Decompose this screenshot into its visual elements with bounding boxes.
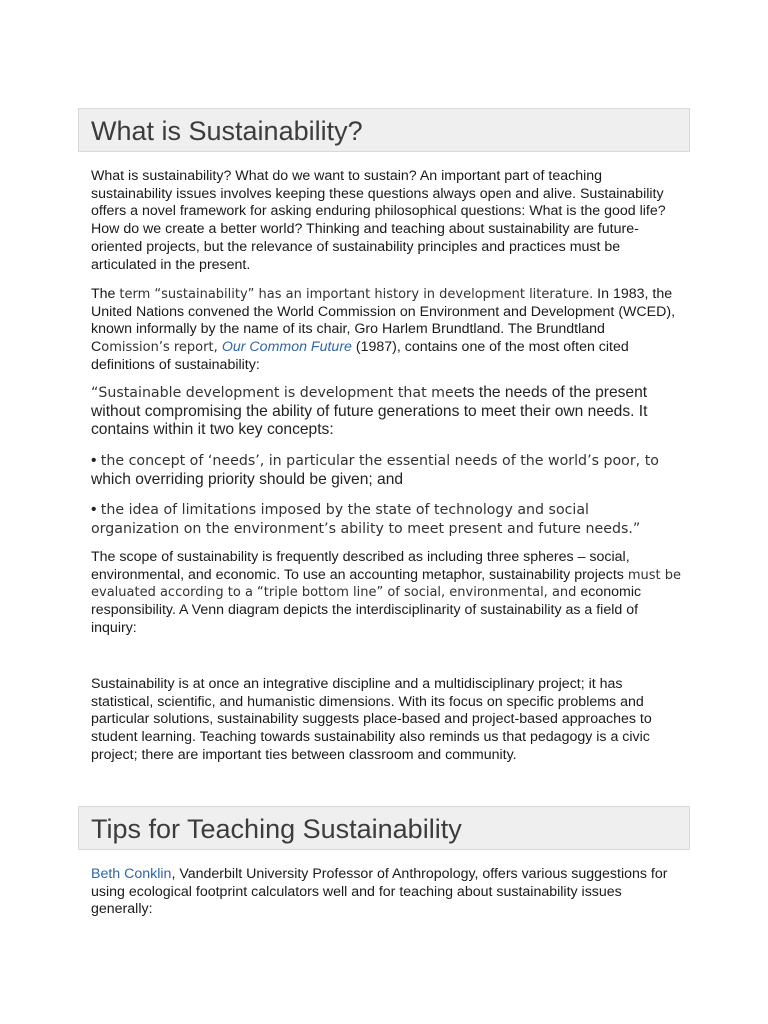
text-run: the concept of ‘needs’, in particular the essential needs of the world’s poor, to [100,453,659,469]
beth-conklin-link[interactable]: Beth Conklin [91,866,172,882]
text-run: must be evaluated according to a “triple bottom line” of social, environmental, and [91,567,681,601]
section-heading-box [78,108,690,152]
text-run: the idea of limitations imposed by the state of technology and social organization on the environment’s ability to meet present and future needs.” [91,502,641,537]
text-run: The scope of sustainability is frequently described as including three spheres – social, environmental, and economic. To use an accounting metaphor, sustainability projects [91,549,630,583]
text-run: economic responsibility. A Venn diagram depicts the interdisciplinarity of sustainability as a field of inquiry: [91,584,642,636]
quote-paragraph [91,384,681,440]
text-run: , Vanderbilt University Professor of Anthropology, offers various suggestions for using ecological footprint calculators well and for teaching about sustainability issues generally: [91,866,668,918]
bullet-glyph: • [91,501,101,518]
our-common-future-link[interactable]: Our Common Future [221,339,352,356]
section-title: What is Sustainability? [91,116,363,146]
text-run: omission’s report, [101,340,222,356]
text-run: term “sustainability” has an important history in development literature. [119,287,594,302]
quote-bullet-limitations [91,501,681,538]
bullet-glyph: • [91,452,101,469]
tips-paragraph [91,866,681,919]
quote-bullet-needs [91,452,681,489]
section-title: Tips for Teaching Sustainability [91,814,462,844]
section-heading-box [78,806,690,850]
discipline-paragraph: Sustainability is at once an integrative discipline and a multidisciplinary project; it has statistical, scientific, and humanistic dimensions. With its focus on specific problems and particular solutions, sustainability suggests place-based and project-based approaches to student learning. Teaching towards sustainability also reminds us that pedagogy is a civic project; there are important ties between classroom and community. [91,676,652,763]
scope-paragraph [91,549,681,638]
text-run: The [91,286,120,302]
text-run: (1987), contains one of the most often cited definitions of sustainability: [91,339,629,373]
intro-paragraph: What is sustainability? What do we want to sustain? An important part of teaching sustainability issues involves keeping these questions always open and alive. Sustainability offers a novel framework for asking enduring philosophical questions: What is the good life? How do we create a better world? Thinking and teaching about sustainability are future-oriented projects, but the relevance of sustainability principles and practices must be articulated in the present. [91,168,666,273]
text-run: “Sustainable development is development that mee [91,385,463,401]
text-run: which overriding priority should be given; and [91,470,404,488]
history-paragraph [91,286,681,375]
text-run: ts the needs of the present without compromising the ability of future generations to meet their own needs. It contains within it two key concepts: [91,384,648,438]
text-run: In 1983, the United Nations convened the World Commission on Environment and Development (WCED), known informally by the name of its chair, Gro Harlem Brundtland. The Brundtland C [91,286,676,356]
